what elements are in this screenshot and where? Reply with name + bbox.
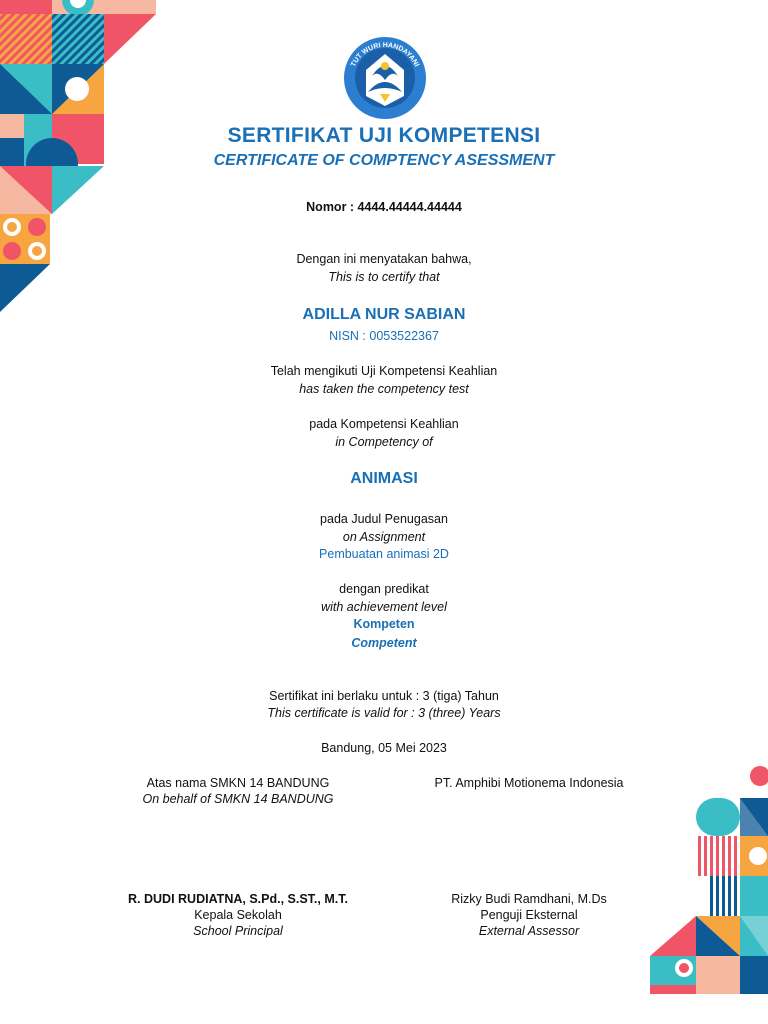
validity-text-id: Sertifikat ini berlaku untuk : 3 (tiga) Tahun — [269, 689, 499, 703]
test-text-en: has taken the competency test — [299, 382, 469, 396]
assignment-value: Pembuatan animasi 2D — [319, 547, 449, 561]
right-org: PT. Amphibi Motionema Indonesia — [434, 776, 624, 790]
recipient-nisn: NISN : 0053522367 — [329, 329, 439, 343]
recipient-name: ADILLA NUR SABIAN — [302, 306, 466, 323]
assignment-label-id: pada Judul Penugasan — [320, 512, 448, 526]
left-signatory-name: R. DUDI RUDIATNA, S.Pd., S.ST., M.T. — [128, 892, 348, 906]
left-signatory-role-en: School Principal — [193, 924, 283, 938]
left-behalf-id: Atas nama SMKN 14 BANDUNG — [146, 776, 330, 790]
right-signatory-name: Rizky Budi Ramdhani, M.Ds — [451, 892, 607, 906]
intro-text-id: Dengan ini menyatakan bahwa, — [296, 252, 472, 266]
left-signatory-header — [88, 775, 388, 807]
right-signatory-role-en: External Assessor — [478, 924, 580, 938]
decorative-pattern-bottom-right — [650, 760, 768, 1000]
left-signatory-role-id: Kepala Sekolah — [194, 908, 282, 922]
right-signatory-footer — [379, 891, 679, 939]
left-signatory-footer — [88, 891, 388, 939]
certificate-title: SERTIFIKAT UJI KOMPETENSI — [227, 124, 541, 147]
right-signatory-header — [379, 775, 679, 791]
competency-label-id: pada Kompetensi Keahlian — [309, 417, 459, 431]
predicate-label-en: with achievement level — [321, 600, 447, 614]
place-date: Bandung, 05 Mei 2023 — [321, 741, 447, 755]
competency-label-en: in Competency of — [335, 435, 433, 449]
predicate-value-en: Competent — [351, 636, 417, 650]
svg-text:TUT WURI HANDAYANI: TUT WURI HANDAYANI — [350, 41, 420, 68]
test-text-id: Telah mengikuti Uji Kompetensi Keahlian — [270, 364, 498, 378]
validity-text-en: This certificate is valid for : 3 (three) Years — [267, 706, 501, 720]
predicate-value-id: Kompeten — [353, 617, 415, 631]
logo-motto-text — [342, 36, 428, 120]
left-behalf-en: On behalf of SMKN 14 BANDUNG — [142, 792, 334, 806]
certificate-number: Nomor : 4444.44444.44444 — [306, 200, 462, 214]
predicate-label-id: dengan predikat — [339, 582, 429, 596]
intro-text-en: This is to certify that — [328, 270, 440, 284]
certificate-subtitle: CERTIFICATE OF COMPTENCY ASESSMENT — [213, 152, 555, 169]
competency-value: ANIMASI — [350, 470, 418, 487]
assignment-label-en: on Assignment — [342, 530, 426, 544]
right-signatory-role-id: Penguji Eksternal — [480, 908, 578, 922]
